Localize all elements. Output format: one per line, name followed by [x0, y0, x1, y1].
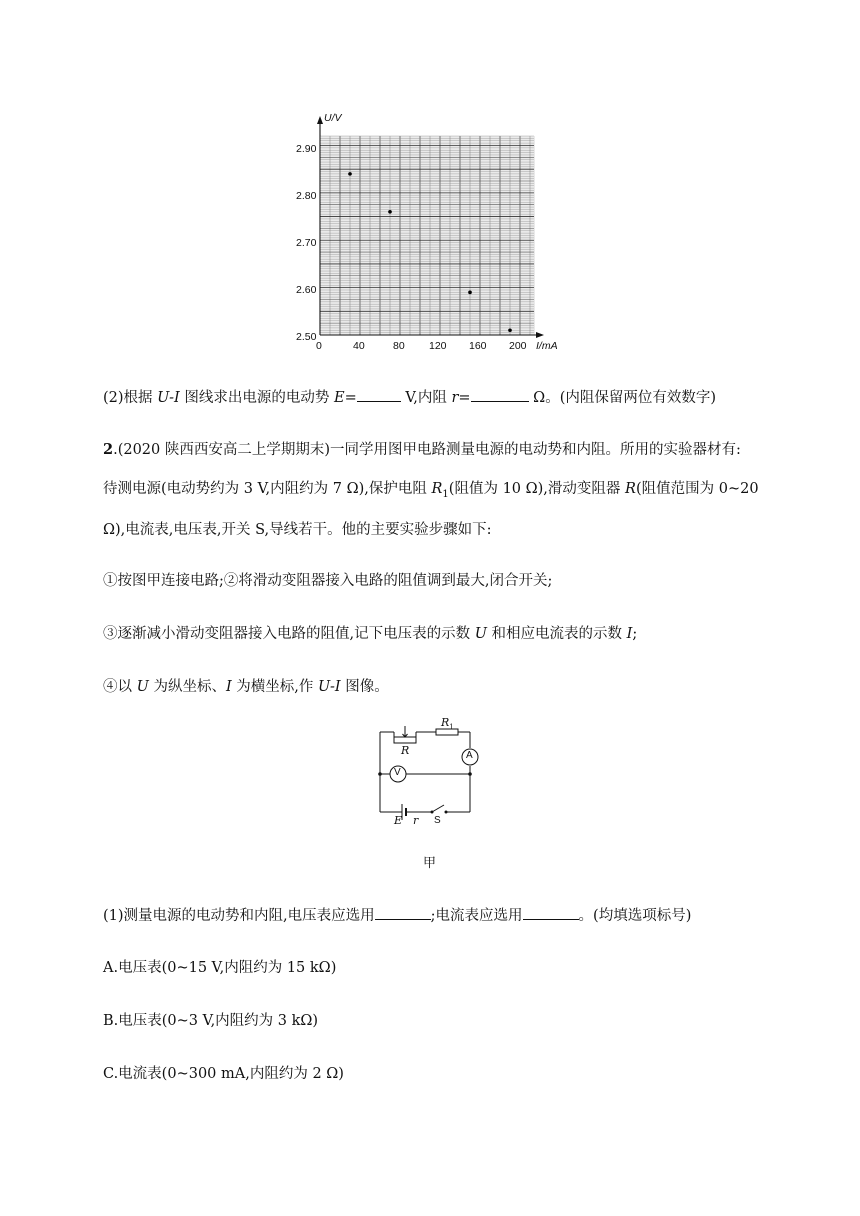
option-b [103, 1011, 318, 1031]
text: 图像。 [340, 679, 389, 695]
y-axis-label: U/V [324, 112, 342, 124]
option-c-text: C.电流表(0~300 mA,内阻约为 2 Ω) [103, 1066, 344, 1082]
answer-blank-ammeter[interactable] [523, 905, 579, 920]
text: V,内阻 [400, 390, 452, 406]
text: (阻值范围为 0~20 [635, 481, 759, 497]
r1-letter: R [441, 716, 450, 729]
label-R: R [401, 744, 410, 757]
label-V: V [394, 767, 401, 778]
step-1-2 [103, 571, 552, 591]
r1-subscript: 1 [449, 723, 454, 732]
y-tick-4: 2.50 [296, 331, 317, 343]
e-symbol: E [333, 390, 345, 406]
x-axis-arrow [536, 332, 544, 338]
x-tick-2: 80 [393, 340, 405, 352]
switch-blade [432, 805, 444, 812]
rheostat-body [394, 737, 416, 743]
y-tick-1: 2.80 [296, 190, 317, 202]
circuit-diagram [370, 718, 490, 830]
x-axis-label: I/mA [536, 340, 558, 352]
text: (2)根据 [103, 390, 158, 406]
y-tick-2: 2.70 [296, 237, 317, 249]
problem2-line2 [103, 479, 759, 505]
x-tick-4: 160 [469, 340, 487, 352]
text: 为纵坐标、 [148, 679, 226, 695]
option-a [103, 958, 336, 978]
problem2-line3 [103, 520, 492, 540]
text: = [344, 390, 357, 406]
i-symbol: I [626, 626, 633, 642]
ui-graph [290, 108, 580, 358]
label-A: A [466, 750, 473, 761]
text: Ω。(内阻保留两位有效数字) [528, 390, 717, 406]
label-R1 [441, 716, 454, 731]
text: ;电流表应选用 [430, 908, 523, 924]
text: 。(均填选项标号) [578, 908, 692, 924]
option-a-text: A.电压表(0~15 V,内阻约为 15 kΩ) [103, 960, 337, 976]
part1-line [103, 905, 691, 926]
r-symbol: R [625, 481, 636, 497]
subscript: 1 [442, 488, 449, 500]
step-3 [103, 624, 637, 644]
label-S: S [434, 815, 441, 826]
x-tick-1: 40 [353, 340, 365, 352]
option-b-text: B.电压表(0~3 V,内阻约为 3 kΩ) [103, 1013, 319, 1029]
text: (阻值为 10 Ω),滑动变阻器 [448, 481, 626, 497]
data-point-0 [348, 172, 352, 176]
data-point-3 [508, 328, 512, 332]
text: (1)测量电源的电动势和内阻,电压表应选用 [103, 908, 375, 924]
text: 和相应电流表的示数 [486, 626, 627, 642]
circuit-svg [370, 718, 490, 830]
data-point-1 [388, 210, 392, 214]
problem-number: 2 [103, 441, 114, 458]
label-E: E [394, 814, 403, 827]
text: ①按图甲连接电路;②将滑动变阻器接入电路的阻值调到最大,闭合开关; [103, 573, 553, 589]
text: ; [632, 626, 638, 642]
answer-blank-emf[interactable] [357, 387, 401, 402]
ui-graph-svg [290, 108, 580, 358]
junction-right [468, 772, 472, 776]
y-tick-3: 2.60 [296, 284, 317, 296]
junction-left [378, 772, 382, 776]
ui-symbol: U-I [157, 390, 180, 406]
text: Ω),电流表,电压表,开关 S,导线若干。他的主要实验步骤如下: [103, 522, 492, 538]
q2-part2-line [103, 387, 716, 408]
switch-contact-right [445, 811, 448, 814]
text: ③逐渐减小滑动变阻器接入电路的阻值,记下电压表的示数 [103, 626, 475, 642]
x-tick-3: 120 [429, 340, 447, 352]
switch-contact-left [431, 811, 434, 814]
answer-blank-internal-resistance[interactable] [471, 387, 529, 402]
x-tick-5: 200 [509, 340, 527, 352]
label-r: r [413, 814, 419, 827]
ui-symbol: U-I [318, 679, 341, 695]
figure-caption: 甲 [423, 856, 437, 871]
text: 图线求出电源的电动势 [179, 390, 334, 406]
u-symbol: U [136, 679, 149, 695]
answer-blank-voltmeter[interactable] [375, 905, 431, 920]
y-axis-arrow [317, 116, 323, 124]
text: ④以 [103, 679, 137, 695]
step-4 [103, 677, 389, 697]
option-c [103, 1064, 344, 1084]
problem2-line1 [103, 440, 741, 460]
y-tick-0: 2.90 [296, 143, 317, 155]
i-symbol: I [225, 679, 232, 695]
text: 待测电源(电动势约为 3 V,内阻约为 7 Ω),保护电阻 [103, 481, 432, 497]
text: 为横坐标,作 [231, 679, 319, 695]
text: = [458, 390, 471, 406]
x-tick-0: 0 [316, 340, 322, 352]
r-symbol: r [451, 390, 459, 406]
r1-symbol: R [431, 481, 443, 497]
text: .(2020 陕西西安高二上学期期末)一同学用图甲电路测量电源的电动势和内阻。所用的实验器材有: [113, 442, 741, 458]
u-symbol: U [474, 626, 487, 642]
data-point-2 [468, 291, 472, 295]
